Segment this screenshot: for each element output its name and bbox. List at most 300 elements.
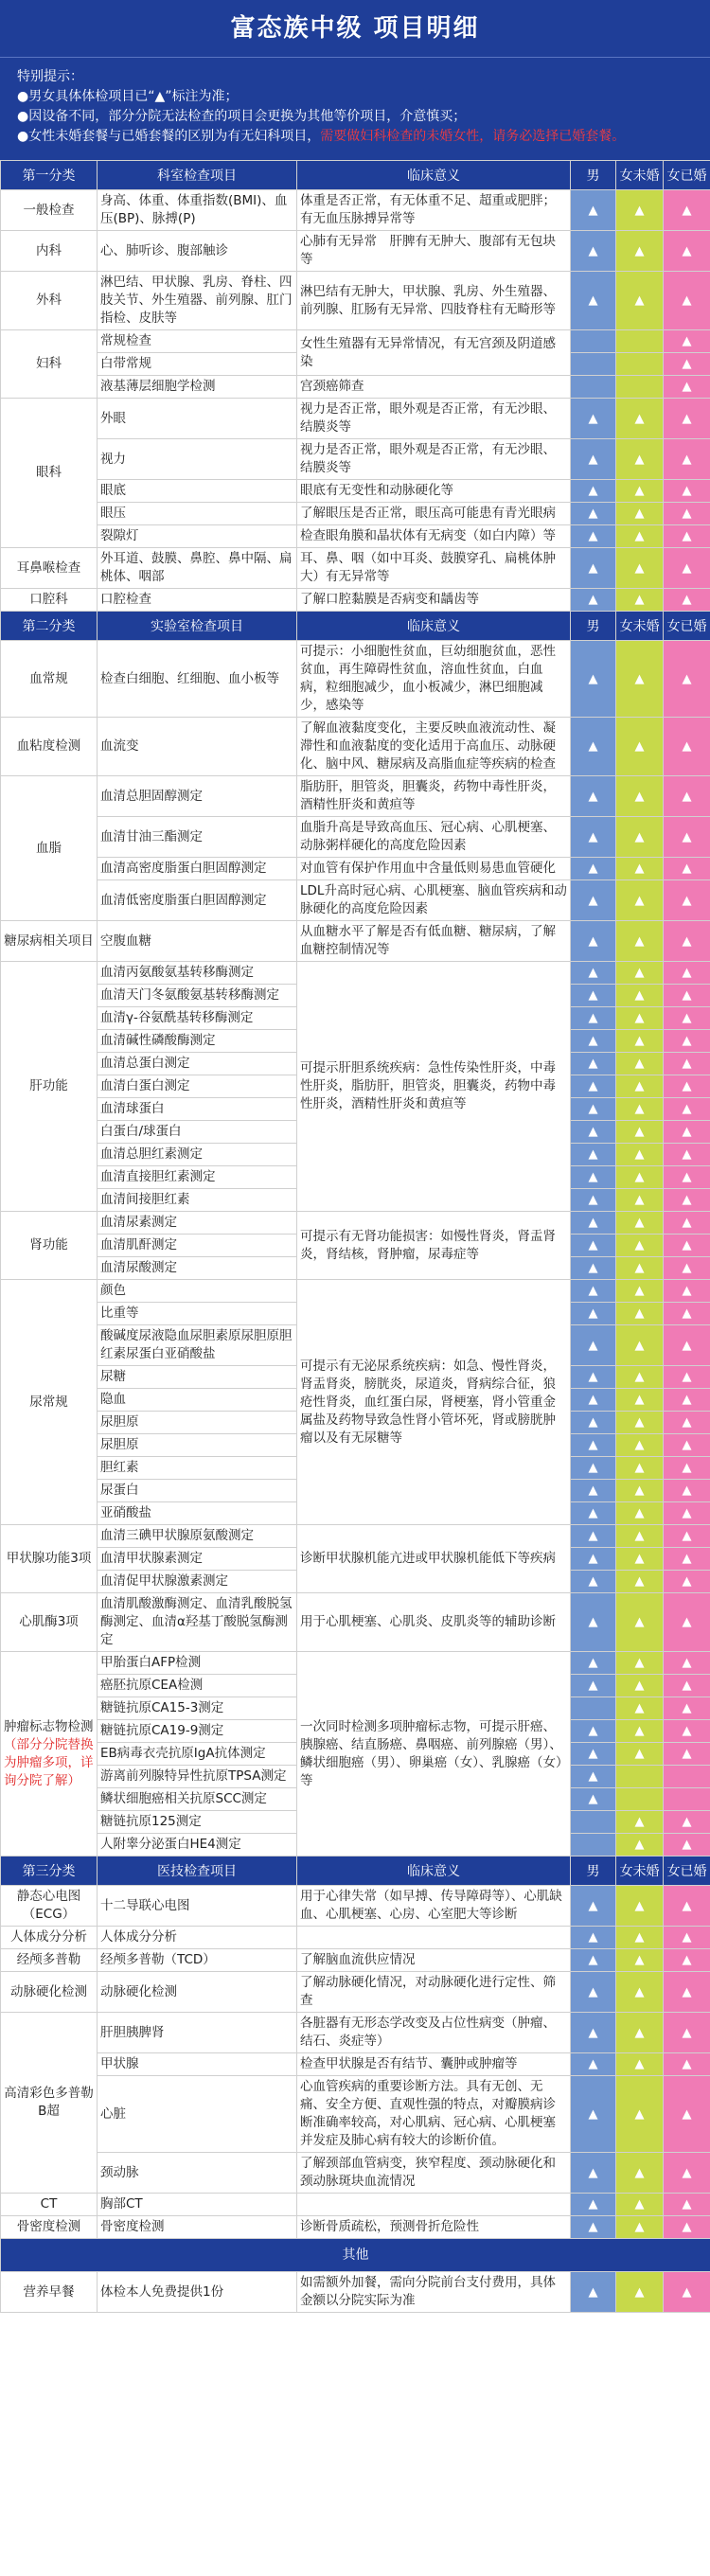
meaning-cell: 检查眼角膜和晶状体有无病变（如白内障）等 — [297, 525, 571, 548]
unmarried-female-mark: ▲ — [616, 2013, 664, 2053]
table-row — [1, 1652, 710, 1675]
unmarried-female-mark: ▲ — [616, 190, 664, 231]
male-mark: ▲ — [571, 2216, 616, 2239]
category-cell: 一般检查 — [1, 190, 98, 231]
meaning-cell: 从血糖水平了解是否有低血糖、糖尿病，了解血糖控制情况等 — [297, 921, 571, 962]
category-cell: 肿瘤标志物检测（部分分院替换为肿瘤多项，详询分院了解） — [1, 1652, 98, 1856]
meaning-cell: 如需额外加餐，需向分院前台支付费用，具体金额以分院实际为准 — [297, 2272, 571, 2313]
unmarried-female-mark: ▲ — [616, 1720, 664, 1743]
item-name: 心、肺听诊、腹部触诊 — [98, 231, 297, 272]
married-female-header: 女已婚 — [664, 612, 710, 641]
unmarried-female-mark: ▲ — [616, 589, 664, 612]
item-name: 血清总胆红素测定 — [98, 1144, 297, 1166]
unmarried-female-mark: ▲ — [616, 1212, 664, 1235]
table-row — [1, 1593, 710, 1652]
category-cell: 尿常规 — [1, 1280, 98, 1525]
meaning-cell: 对血管有保护作用血中含量低则易患血管硬化 — [297, 858, 571, 880]
table-row — [1, 880, 710, 921]
section-header-row — [1, 612, 710, 641]
married-female-mark: ▲ — [664, 1886, 710, 1927]
married-female-mark: ▲ — [664, 1571, 710, 1593]
item-name: 空腹血糖 — [98, 921, 297, 962]
item-name: 十二导联心电图 — [98, 1886, 297, 1927]
married-female-mark: ▲ — [664, 1007, 710, 1030]
category-cell: 血粘度检测 — [1, 718, 98, 776]
meaning-cell: 了解眼压是否正常，眼压高可能患有青光眼病 — [297, 503, 571, 525]
married-female-header: 女已婚 — [664, 161, 710, 190]
male-mark: ▲ — [571, 1457, 616, 1480]
married-female-mark: ▲ — [664, 548, 710, 589]
unmarried-female-mark: ▲ — [616, 641, 664, 718]
married-female-mark: ▲ — [664, 2216, 710, 2239]
married-female-mark: ▲ — [664, 1412, 710, 1434]
table-row — [1, 480, 710, 503]
married-female-mark: ▲ — [664, 1480, 710, 1502]
unmarried-female-mark — [616, 353, 664, 376]
meaning-cell: 女性生殖器有无异常情况，有无宫颈及阴道感染 — [297, 330, 571, 376]
meaning-cell: 了解颈部血管病变，狭窄程度、颈动脉硬化和颈动脉斑块血流情况 — [297, 2153, 571, 2194]
unmarried-female-mark: ▲ — [616, 1593, 664, 1652]
married-female-mark: ▲ — [664, 1502, 710, 1525]
meaning-header: 临床意义 — [297, 612, 571, 641]
item-name: 血清高密度脂蛋白胆固醇测定 — [98, 858, 297, 880]
married-female-mark: ▲ — [664, 589, 710, 612]
married-female-mark: ▲ — [664, 1949, 710, 1972]
unmarried-female-mark — [616, 330, 664, 353]
item-name: 检查白细胞、红细胞、血小板等 — [98, 641, 297, 718]
category-cell: 骨密度检测 — [1, 2216, 98, 2239]
married-female-mark: ▲ — [664, 880, 710, 921]
item-name: 比重等 — [98, 1303, 297, 1325]
married-female-mark: ▲ — [664, 718, 710, 776]
male-mark: ▲ — [571, 1652, 616, 1675]
unmarried-female-mark: ▲ — [616, 1121, 664, 1144]
unmarried-female-mark: ▲ — [616, 503, 664, 525]
item-name: 血清甘油三酯测定 — [98, 817, 297, 858]
item-name: 口腔检查 — [98, 589, 297, 612]
male-mark: ▲ — [571, 1972, 616, 2013]
unmarried-female-mark: ▲ — [616, 1927, 664, 1949]
unmarried-female-mark: ▲ — [616, 1389, 664, 1412]
unmarried-female-mark: ▲ — [616, 1166, 664, 1189]
unmarried-female-mark: ▲ — [616, 2053, 664, 2076]
male-mark: ▲ — [571, 817, 616, 858]
notice-heading: 特别提示： — [17, 69, 83, 84]
unmarried-female-header: 女未婚 — [616, 1856, 664, 1886]
item-name: 隐血 — [98, 1389, 297, 1412]
male-mark — [571, 1697, 616, 1720]
other-section-header: 其他 — [1, 2239, 710, 2272]
item-name: 血清白蛋白测定 — [98, 1075, 297, 1098]
category-cell: 静态心电图（ECG） — [1, 1886, 98, 1927]
meaning-cell: 体重是否正常，有无体重不足、超重或肥胖；有无血压脉搏异常等 — [297, 190, 571, 231]
male-mark: ▲ — [571, 858, 616, 880]
meaning-cell: 用于心律失常（如早搏、传导障碍等）、心肌缺血、心肌梗塞、心房、心室肥大等诊断 — [297, 1886, 571, 1927]
married-female-mark — [664, 1788, 710, 1811]
category-cell: 耳鼻喉检查 — [1, 548, 98, 589]
item-name: 血清低密度脂蛋白胆固醇测定 — [98, 880, 297, 921]
unmarried-female-mark: ▲ — [616, 1548, 664, 1571]
male-mark: ▲ — [571, 1007, 616, 1030]
male-mark — [571, 1811, 616, 1834]
married-female-mark: ▲ — [664, 399, 710, 439]
unmarried-female-mark: ▲ — [616, 1189, 664, 1212]
table-row — [1, 1886, 710, 1927]
unmarried-female-mark: ▲ — [616, 858, 664, 880]
married-female-mark: ▲ — [664, 817, 710, 858]
male-mark: ▲ — [571, 190, 616, 231]
table-row — [1, 2272, 710, 2313]
unmarried-female-mark: ▲ — [616, 525, 664, 548]
male-mark: ▲ — [571, 1144, 616, 1166]
unmarried-female-mark: ▲ — [616, 231, 664, 272]
male-mark: ▲ — [571, 1257, 616, 1280]
male-mark: ▲ — [571, 2013, 616, 2053]
unmarried-female-mark: ▲ — [616, 1675, 664, 1697]
item-name: 糖链抗原CA15-3测定 — [98, 1697, 297, 1720]
item-name: 体检本人免费提供1份 — [98, 2272, 297, 2313]
table-row — [1, 2153, 710, 2194]
meaning-cell: 宫颈癌筛查 — [297, 376, 571, 399]
item-name: 裂隙灯 — [98, 525, 297, 548]
item-name: 游离前列腺特异性抗原TPSA测定 — [98, 1766, 297, 1788]
category-cell: 经颅多普勒 — [1, 1949, 98, 1972]
item-name: 经颅多普勒（TCD） — [98, 1949, 297, 1972]
category-cell: 糖尿病相关项目 — [1, 921, 98, 962]
male-mark: ▲ — [571, 1949, 616, 1972]
male-mark: ▲ — [571, 1675, 616, 1697]
married-female-mark: ▲ — [664, 1675, 710, 1697]
item-name: 血清直接胆红素测定 — [98, 1166, 297, 1189]
table-row — [1, 503, 710, 525]
category-cell: 动脉硬化检测 — [1, 1972, 98, 2013]
male-mark: ▲ — [571, 1548, 616, 1571]
table-row — [1, 2194, 710, 2216]
item-name: 尿糖 — [98, 1366, 297, 1389]
unmarried-female-mark: ▲ — [616, 1434, 664, 1457]
meaning-cell: 可提示肝胆系统疾病：急性传染性肝炎，中毒性肝炎，脂肪肝，胆管炎，胆囊炎，药物中毒性肝炎，酒精性肝炎和黄疸等 — [297, 962, 571, 1212]
male-mark: ▲ — [571, 1280, 616, 1303]
male-mark: ▲ — [571, 1434, 616, 1457]
meaning-cell: 了解口腔黏膜是否病变和龋齿等 — [297, 589, 571, 612]
male-mark: ▲ — [571, 2053, 616, 2076]
married-female-mark: ▲ — [664, 2153, 710, 2194]
meaning-cell: 淋巴结有无肿大，甲状腺、乳房、外生殖器、前列腺、肛肠有无异常、四肢脊柱有无畸形等 — [297, 272, 571, 330]
category-header: 第二分类 — [1, 612, 98, 641]
unmarried-female-mark: ▲ — [616, 1811, 664, 1834]
table-row — [1, 641, 710, 718]
table-row — [1, 330, 710, 353]
unmarried-female-mark: ▲ — [616, 1972, 664, 2013]
male-mark: ▲ — [571, 718, 616, 776]
item-name: 眼底 — [98, 480, 297, 503]
male-mark: ▲ — [571, 776, 616, 817]
married-female-mark: ▲ — [664, 1366, 710, 1389]
male-mark: ▲ — [571, 1743, 616, 1766]
male-mark — [571, 376, 616, 399]
married-female-mark: ▲ — [664, 1972, 710, 2013]
married-female-mark: ▲ — [664, 641, 710, 718]
male-mark: ▲ — [571, 503, 616, 525]
married-female-mark: ▲ — [664, 1121, 710, 1144]
section-header-row — [1, 1856, 710, 1886]
table-row — [1, 548, 710, 589]
male-mark: ▲ — [571, 1235, 616, 1257]
unmarried-female-mark: ▲ — [616, 776, 664, 817]
unmarried-female-mark — [616, 1766, 664, 1788]
male-mark — [571, 353, 616, 376]
unmarried-female-mark: ▲ — [616, 480, 664, 503]
item-name: 胸部CT — [98, 2194, 297, 2216]
male-header: 男 — [571, 1856, 616, 1886]
table-row — [1, 858, 710, 880]
item-name: 血流变 — [98, 718, 297, 776]
table-row — [1, 399, 710, 439]
married-female-mark — [664, 1766, 710, 1788]
male-mark: ▲ — [571, 1325, 616, 1366]
table-row — [1, 439, 710, 480]
married-female-mark: ▲ — [664, 1053, 710, 1075]
unmarried-female-mark: ▲ — [616, 718, 664, 776]
married-female-mark: ▲ — [664, 1280, 710, 1303]
unmarried-female-mark: ▲ — [616, 2272, 664, 2313]
meaning-cell — [297, 1927, 571, 1949]
item-name: 颜色 — [98, 1280, 297, 1303]
category-cell: 心肌酶3项 — [1, 1593, 98, 1652]
meaning-cell — [297, 2194, 571, 2216]
meaning-cell: 血脂升高是导致高血压、冠心病、心肌梗塞、动脉粥样硬化的高度危险因素 — [297, 817, 571, 858]
married-female-mark: ▲ — [664, 1834, 710, 1856]
table-row — [1, 2013, 710, 2053]
meaning-cell: 检查甲状腺是否有结节、囊肿或肿瘤等 — [297, 2053, 571, 2076]
item-name: 心脏 — [98, 2076, 297, 2153]
meaning-header: 临床意义 — [297, 1856, 571, 1886]
married-female-mark: ▲ — [664, 921, 710, 962]
male-mark: ▲ — [571, 2153, 616, 2194]
table-row — [1, 1949, 710, 1972]
category-cell: 内科 — [1, 231, 98, 272]
unmarried-female-mark: ▲ — [616, 817, 664, 858]
table-row — [1, 962, 710, 985]
unmarried-female-mark: ▲ — [616, 880, 664, 921]
married-female-mark: ▲ — [664, 1811, 710, 1834]
unmarried-female-mark: ▲ — [616, 1030, 664, 1053]
meaning-cell: 心血管疾病的重要诊断方法。具有无创、无痛、安全方便、直观性强的特点，对瓣膜病诊断准确率较高，对心肌病、冠心病、心肌梗塞并发症及肺心病有较大的诊断价值。 — [297, 2076, 571, 2153]
item-name: 常规检查 — [98, 330, 297, 353]
item-header: 实验室检查项目 — [98, 612, 297, 641]
meaning-cell: 心肺有无异常 肝脾有无肿大、腹部有无包块等 — [297, 231, 571, 272]
table-row — [1, 589, 710, 612]
married-female-mark: ▲ — [664, 1652, 710, 1675]
item-name: 糖链抗原125测定 — [98, 1811, 297, 1834]
category-cell: 肾功能 — [1, 1212, 98, 1280]
category-cell: CT — [1, 2194, 98, 2216]
meaning-cell: 可提示有无泌尿系统疾病：如急、慢性肾炎，肾盂肾炎，膀胱炎，尿道炎，肾病综合征，狼疮性肾炎，血红蛋白尿，肾梗塞，肾小管重金属盐及药物导致急性肾小管坏死，肾或膀胱肿瘤以及有无尿糖等 — [297, 1280, 571, 1525]
unmarried-female-mark: ▲ — [616, 1886, 664, 1927]
table-row — [1, 776, 710, 817]
married-female-mark: ▲ — [664, 231, 710, 272]
item-name: 外眼 — [98, 399, 297, 439]
male-mark: ▲ — [571, 962, 616, 985]
table-row — [1, 718, 710, 776]
item-name: 淋巴结、甲状腺、乳房、脊柱、四肢关节、外生殖器、前列腺、肛门指检、皮肤等 — [98, 272, 297, 330]
category-cell: 眼科 — [1, 399, 98, 548]
unmarried-female-mark: ▲ — [616, 1571, 664, 1593]
item-name: 人体成分分析 — [98, 1927, 297, 1949]
table-row — [1, 1927, 710, 1949]
item-name: 血清总胆固醇测定 — [98, 776, 297, 817]
male-mark: ▲ — [571, 1525, 616, 1548]
special-notice — [0, 57, 710, 160]
married-female-mark: ▲ — [664, 1098, 710, 1121]
item-name: 颈动脉 — [98, 2153, 297, 2194]
male-mark: ▲ — [571, 880, 616, 921]
unmarried-female-mark: ▲ — [616, 985, 664, 1007]
item-name: 血清γ-谷氨酰基转移酶测定 — [98, 1007, 297, 1030]
unmarried-female-mark: ▲ — [616, 1235, 664, 1257]
item-name: 亚硝酸盐 — [98, 1502, 297, 1525]
married-female-mark: ▲ — [664, 2013, 710, 2053]
unmarried-female-mark: ▲ — [616, 1480, 664, 1502]
meaning-cell: 了解血液黏度变化，主要反映血液流动性、凝滞性和血液黏度的变化适用于高血压、动脉硬化、脑中风、糖尿病及高脂血症等疾病的检查 — [297, 718, 571, 776]
married-female-mark: ▲ — [664, 1720, 710, 1743]
item-name: 身高、体重、体重指数(BMI)、血压(BP)、脉搏(P) — [98, 190, 297, 231]
male-mark: ▲ — [571, 1075, 616, 1098]
married-female-mark: ▲ — [664, 190, 710, 231]
meaning-cell: LDL升高时冠心病、心肌梗塞、脑血管疾病和动脉硬化的高度危险因素 — [297, 880, 571, 921]
married-female-mark: ▲ — [664, 353, 710, 376]
married-female-mark: ▲ — [664, 503, 710, 525]
married-female-mark: ▲ — [664, 2053, 710, 2076]
unmarried-female-mark: ▲ — [616, 1412, 664, 1434]
male-mark: ▲ — [571, 2272, 616, 2313]
unmarried-female-mark: ▲ — [616, 1834, 664, 1856]
married-female-mark: ▲ — [664, 1434, 710, 1457]
male-mark: ▲ — [571, 1502, 616, 1525]
item-name: 尿蛋白 — [98, 1480, 297, 1502]
unmarried-female-mark: ▲ — [616, 1303, 664, 1325]
married-female-mark: ▲ — [664, 1144, 710, 1166]
male-mark: ▲ — [571, 1121, 616, 1144]
table-row — [1, 272, 710, 330]
item-name: 动脉硬化检测 — [98, 1972, 297, 2013]
meaning-cell: 视力是否正常，眼外观是否正常，有无沙眼、结膜炎等 — [297, 399, 571, 439]
married-female-mark: ▲ — [664, 1212, 710, 1235]
male-mark: ▲ — [571, 2194, 616, 2216]
item-name: 糖链抗原CA19-9测定 — [98, 1720, 297, 1743]
meaning-cell: 眼底有无变性和动脉硬化等 — [297, 480, 571, 503]
item-name: 血清三碘甲状腺原氨酸测定 — [98, 1525, 297, 1548]
category-cell: 营养早餐 — [1, 2272, 98, 2313]
table-row — [1, 376, 710, 399]
unmarried-female-mark — [616, 376, 664, 399]
married-female-mark: ▲ — [664, 480, 710, 503]
male-mark: ▲ — [571, 1389, 616, 1412]
unmarried-female-mark: ▲ — [616, 272, 664, 330]
item-name: 骨密度检测 — [98, 2216, 297, 2239]
item-name: 血清丙氨酸氨基转移酶测定 — [98, 962, 297, 985]
married-female-mark: ▲ — [664, 985, 710, 1007]
category-cell: 外科 — [1, 272, 98, 330]
married-female-mark: ▲ — [664, 2272, 710, 2313]
married-female-mark: ▲ — [664, 1697, 710, 1720]
male-header: 男 — [571, 612, 616, 641]
item-name: 肝胆胰脾肾 — [98, 2013, 297, 2053]
item-name: 鳞状细胞癌相关抗原SCC测定 — [98, 1788, 297, 1811]
item-name: 血清尿素测定 — [98, 1212, 297, 1235]
table-row — [1, 1212, 710, 1235]
table-row — [1, 525, 710, 548]
unmarried-female-mark: ▲ — [616, 1325, 664, 1366]
unmarried-female-mark: ▲ — [616, 2076, 664, 2153]
meaning-header: 临床意义 — [297, 161, 571, 190]
unmarried-female-mark: ▲ — [616, 399, 664, 439]
male-mark: ▲ — [571, 1593, 616, 1652]
category-cell: 人体成分分析 — [1, 1927, 98, 1949]
married-female-mark: ▲ — [664, 1593, 710, 1652]
married-female-mark: ▲ — [664, 2194, 710, 2216]
notice-line: ●男女具体体检项目已“▲”标注为准； — [17, 89, 239, 104]
item-name: 胆红素 — [98, 1457, 297, 1480]
male-mark: ▲ — [571, 1030, 616, 1053]
unmarried-female-mark: ▲ — [616, 921, 664, 962]
married-female-mark: ▲ — [664, 1166, 710, 1189]
item-name: 血清促甲状腺激素测定 — [98, 1571, 297, 1593]
male-mark: ▲ — [571, 1480, 616, 1502]
meaning-cell: 了解脑血流供应情况 — [297, 1949, 571, 1972]
meaning-cell: 各脏器有无形态学改变及占位性病变（肿瘤、结石、炎症等） — [297, 2013, 571, 2053]
unmarried-female-mark: ▲ — [616, 962, 664, 985]
item-name: 甲胎蛋白AFP检测 — [98, 1652, 297, 1675]
unmarried-female-mark: ▲ — [616, 1280, 664, 1303]
item-name: 酸碱度尿液隐血尿胆素原尿胆原胆红素尿蛋白亚硝酸盐 — [98, 1325, 297, 1366]
meaning-cell: 了解动脉硬化情况，对动脉硬化进行定性、筛查 — [297, 1972, 571, 2013]
male-mark: ▲ — [571, 1166, 616, 1189]
unmarried-female-mark: ▲ — [616, 1457, 664, 1480]
married-female-mark: ▲ — [664, 330, 710, 353]
category-cell: 血常规 — [1, 641, 98, 718]
table-row — [1, 231, 710, 272]
table-row — [1, 1280, 710, 1303]
married-female-mark: ▲ — [664, 1548, 710, 1571]
category-header: 第一分类 — [1, 161, 98, 190]
item-name: 液基薄层细胞学检测 — [98, 376, 297, 399]
item-name: 眼压 — [98, 503, 297, 525]
married-female-mark: ▲ — [664, 439, 710, 480]
item-header: 医技检查项目 — [98, 1856, 297, 1886]
unmarried-female-mark: ▲ — [616, 1257, 664, 1280]
married-female-mark: ▲ — [664, 1525, 710, 1548]
table-row — [1, 921, 710, 962]
male-mark: ▲ — [571, 589, 616, 612]
category-header: 第三分类 — [1, 1856, 98, 1886]
item-name: 血清甲状腺素测定 — [98, 1548, 297, 1571]
married-female-mark: ▲ — [664, 1927, 710, 1949]
item-name: 甲状腺 — [98, 2053, 297, 2076]
unmarried-female-mark: ▲ — [616, 2216, 664, 2239]
male-mark — [571, 1834, 616, 1856]
item-name: 人附睾分泌蛋白HE4测定 — [98, 1834, 297, 1856]
married-female-mark: ▲ — [664, 1030, 710, 1053]
male-mark: ▲ — [571, 1571, 616, 1593]
unmarried-female-mark: ▲ — [616, 2153, 664, 2194]
item-name: 视力 — [98, 439, 297, 480]
notice-line: ●因设备不同，部分分院无法检查的项目会更换为其他等价项目，介意慎买； — [17, 109, 467, 124]
married-female-mark: ▲ — [664, 1457, 710, 1480]
category-cell: 妇科 — [1, 330, 98, 399]
male-mark: ▲ — [571, 2076, 616, 2153]
male-mark: ▲ — [571, 1303, 616, 1325]
